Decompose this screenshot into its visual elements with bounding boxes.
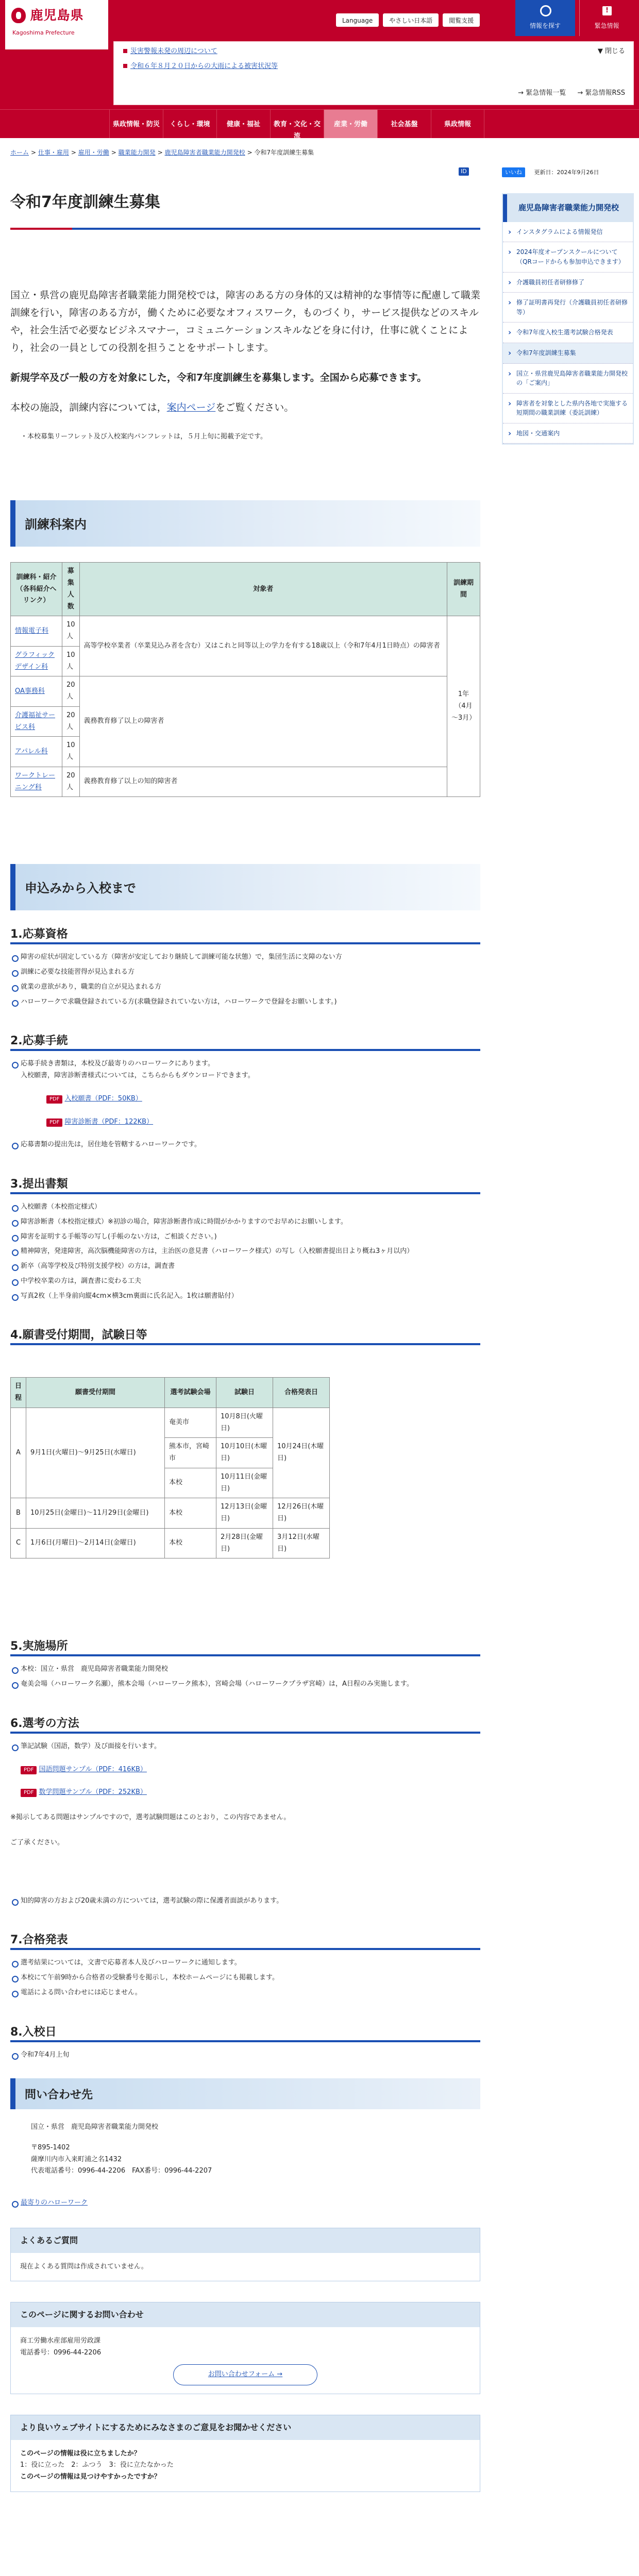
pdf-download[interactable] <box>46 1093 480 1105</box>
schedule-result: 10月24日(木曜日) <box>273 1408 330 1498</box>
contact-line: 〒895-1402 <box>31 2144 70 2152</box>
logo-subtitle: Kagoshima Prefecture <box>12 29 75 36</box>
search-label: 情報を探す <box>529 22 561 29</box>
sidebar-title[interactable]: 鹿児島障害者職業能力開発校 <box>503 194 633 222</box>
list-item-text: 応募手続き書類は，本校及び最寄りのハローワークにあります。 <box>21 1060 214 1068</box>
sidebar-item[interactable]: › 令和7年度入校生選考試験合格発表 <box>503 323 633 343</box>
list-item: ハローワークで求職登録されている方(求職登録されていない方は，ハローワークで登録をお願いします。) <box>10 996 480 1008</box>
list-item: 本校：国立・県営 鹿児島障害者職業能力開発校 <box>10 1664 480 1675</box>
alert-item[interactable] <box>122 46 625 58</box>
intro <box>10 286 480 417</box>
breadcrumb-link[interactable]: ホーム <box>10 149 29 156</box>
updated-date: 更新日：2024年9月26日 <box>534 169 599 176</box>
global-nav <box>0 109 639 138</box>
list-item: 精神障害，発達障害，高次脳機能障害の方は，主治医の意見書（ハローワーク様式）の写し（入校願書提出日より概ね3ヶ月以内） <box>10 1246 480 1258</box>
course-capacity: 20人 <box>62 706 80 737</box>
alert-link[interactable]: 災害警報未発の周辺について <box>130 47 217 55</box>
nav-item[interactable]: 県政情報・防災 <box>109 110 163 138</box>
sidebar <box>502 193 634 445</box>
subsection-heading: 6.選考の方法 <box>10 1693 480 1734</box>
language-link[interactable]: Language <box>336 13 379 27</box>
course-link[interactable]: グラフィックデザイン科 <box>15 651 55 671</box>
list-item: 令和7年4月上旬 <box>10 2049 480 2061</box>
sidebar-item[interactable]: › 障害者を対象とした県内各地で実施する短期間の職業訓練（委託訓練） <box>503 394 633 423</box>
course-link[interactable]: 情報電子科 <box>15 626 49 635</box>
enroll-list <box>10 2049 480 2061</box>
pdf-link[interactable]: 国語問題サンプル（PDF：416KB） <box>39 1765 147 1773</box>
contact-heading: 問い合わせ先 <box>10 2078 480 2109</box>
column-header: 募集人数 <box>62 563 80 616</box>
alert-footer-links <box>509 88 625 99</box>
survey-q2: このページの情報は見つけやすかったですか？ <box>20 2473 161 2481</box>
inquiry-form-label: お問い合わせフォーム <box>208 2370 275 2378</box>
nav-item[interactable]: 社会基盤 <box>377 110 431 138</box>
nav-item[interactable]: 健康・福祉 <box>216 110 270 138</box>
course-link-cell[interactable] <box>11 616 62 647</box>
breadcrumb-current: 令和7年度訓練生募集 <box>254 149 314 156</box>
subsection-heading: 5.実施場所 <box>10 1616 480 1656</box>
course-capacity: 20人 <box>62 676 80 707</box>
main-content <box>10 167 480 2492</box>
sample-note: ご了承ください。 <box>10 1838 64 1846</box>
list-item: 障害を証明する手帳等の写し(手帳のない方は，ご相談ください。) <box>10 1231 480 1243</box>
column-header: 願書受付期間 <box>26 1378 165 1408</box>
contact-address <box>10 2109 480 2176</box>
course-link[interactable]: 介護福祉サービス科 <box>15 711 56 731</box>
table-row <box>11 1528 330 1558</box>
nav-item[interactable]: 県政情報 <box>431 110 484 138</box>
sidebar-item[interactable]: › 地図・交通案内 <box>503 423 633 444</box>
course-target: 義務教育修了以上の知的障害者 <box>79 767 447 797</box>
intro-recruit: 新規学卒及び一般の方を対象にした，令和7年度訓練生を募集します。全国から応募できます。 <box>10 372 427 384</box>
selection-list-2 <box>10 1895 480 1907</box>
schedule-tag: A <box>11 1408 26 1498</box>
course-capacity: 10人 <box>62 646 80 676</box>
list-item-text: 入校願書，障害診断書様式については，こちらからもダウンロードできます。 <box>21 1072 255 1080</box>
page-id-badge: ID <box>459 167 469 176</box>
course-capacity: 20人 <box>62 767 80 797</box>
course-link-cell[interactable] <box>11 706 62 737</box>
meta-row <box>502 167 634 177</box>
procedure-list <box>10 1058 480 1082</box>
site-header <box>0 0 639 109</box>
schedule-result: 12月26日(木曜日) <box>273 1498 330 1529</box>
schedule-exam: 12月13日(金曜日) <box>216 1498 273 1529</box>
list-item: 電話による問い合わせには応じません。 <box>10 1987 480 1999</box>
list-item: 写真2枚（上半身前向縦4cm×横3cm裏面に氏名記入。1枚は願書貼付） <box>10 1291 480 1302</box>
hellowork-link[interactable] <box>10 2197 480 2209</box>
course-link-cell[interactable] <box>11 767 62 797</box>
hellowork-list <box>10 2197 480 2209</box>
hellowork-anchor[interactable]: 最寄りのハローワーク <box>21 2198 88 2207</box>
nav-item[interactable]: 教育・文化・交流 <box>270 110 324 138</box>
schedule-venue: 本校 <box>165 1498 216 1529</box>
inquiry-heading: このページに関するお問い合わせ <box>11 2302 480 2327</box>
emergency-label: 緊急情報 <box>594 22 619 29</box>
accessibility-link[interactable]: 閲覧支援 <box>443 13 480 27</box>
subsection-heading: 7.合格発表 <box>10 1910 480 1950</box>
warning-icon: ! <box>602 6 612 15</box>
schedule-exam: 2月28日(金曜日) <box>216 1528 273 1558</box>
schedule-tag: C <box>11 1528 26 1558</box>
list-item: 本校にて午前9時から合格者の受験番号を掲示し，本校ホームページにも掲載します。 <box>10 1972 480 1984</box>
emergency-list-link[interactable]: → 緊急情報一覧 <box>518 89 566 97</box>
table-header-row <box>11 1378 330 1408</box>
alert-item[interactable] <box>122 61 625 73</box>
schedule-period: 10月25日(金曜日)～11月29日(金曜日) <box>26 1498 165 1529</box>
table-row <box>11 1408 330 1438</box>
breadcrumb-link[interactable]: 鹿児島障害者職業能力開発校 <box>164 149 245 156</box>
inquiry-org: 商工労働水産部雇用労政課 <box>20 2337 101 2345</box>
column-header: 訓練科・紹介（各科紹介へリンク） <box>11 563 62 616</box>
schedule-venue: 奄美市 <box>165 1408 216 1438</box>
column-header: 訓練期間 <box>447 563 480 616</box>
schedule-result: 3月12日(水曜日) <box>273 1528 330 1558</box>
course-link[interactable]: ワークトレーニング科 <box>15 771 56 791</box>
contact-line: 国立・県営 鹿児島障害者職業能力開発校 <box>31 2123 159 2131</box>
table-row <box>11 616 480 647</box>
intro-guide-text: 本校の施設，訓練内容については， <box>10 402 167 414</box>
list-item: 新卒（高等学校及び特別支援学校）の方は，調査書 <box>10 1261 480 1273</box>
emergency-alert-box <box>113 41 634 105</box>
survey-q1-options[interactable]: 1：役に立った 2：ふつう 3：役に立たなかった <box>20 2461 174 2469</box>
schedule-exam: 10月8日(火曜日) <box>216 1408 273 1438</box>
arrow-right-icon: → <box>277 2370 283 2378</box>
course-target: 義務教育修了以上の障害者 <box>79 676 447 767</box>
column-header: 対象者 <box>79 563 447 616</box>
course-capacity: 10人 <box>62 737 80 767</box>
procedure-list-2 <box>10 1139 480 1151</box>
course-target: 高等学校卒業者（卒業見込み者を含む）又はこれと同等以上の学力を有する18歳以上（令和7年4月1日時点）の障害者 <box>79 616 447 676</box>
course-link-cell[interactable] <box>11 737 62 767</box>
pdf-link[interactable]: 数学問題サンプル（PDF：252KB） <box>39 1788 147 1797</box>
faq-body: 現在よくある質問は作成されていません。 <box>20 2262 148 2270</box>
contact-line: 薩摩川内市入来町浦之名1432 <box>31 2155 122 2163</box>
section-heading: 訓練科案内 <box>10 500 480 547</box>
subsection-heading: 1.応募資格 <box>10 925 480 944</box>
intro-guide-text: をご覧ください。 <box>215 402 294 414</box>
course-capacity: 10人 <box>62 616 80 647</box>
list-item: 障害診断書（本校指定様式）※初診の場合，障害診断書作成に時間がかかりますのでお早めにお願いします。 <box>10 1216 480 1228</box>
logo-title: 鹿児島県 <box>30 8 84 23</box>
list-item: 就業の意欲があり，職業的自立が見込まれる方 <box>10 981 480 993</box>
column-header: 合格発表日 <box>273 1378 330 1408</box>
breadcrumb: ホーム > 仕事・雇用 > 雇用・労働 > 職業能力開発 > 鹿児島障害者職業能力開発校 > 令和7年度訓練生募集 <box>10 149 314 156</box>
course-period: 1年 （4月～3月） <box>447 616 480 797</box>
venue-list <box>10 1664 480 1690</box>
list-item: 入校願書（本校指定様式） <box>10 1201 480 1213</box>
list-item: 障害の症状が固定している方（障害が安定しており継続して訓練可能な状態）で，集団生活に支障のない方 <box>10 952 480 963</box>
schedule-tag: B <box>11 1498 26 1529</box>
list-item: 中学校卒業の方は，調査書に変わる工夫 <box>10 1276 480 1287</box>
pdf-link[interactable]: 障害診断書（PDF：122KB） <box>64 1117 154 1126</box>
sidebar-item-active[interactable]: › 令和7年度訓練生募集 <box>503 343 633 364</box>
schedule-venue: 本校 <box>165 1528 216 1558</box>
close-label: 閉じる <box>604 47 625 55</box>
nav-item[interactable]: くらし・環境 <box>163 110 216 138</box>
sidebar-item[interactable]: › 修了証明書再発行（介護職員初任者研修等） <box>503 293 633 323</box>
site-logo[interactable] <box>5 0 108 49</box>
sidebar-list <box>503 222 633 444</box>
breadcrumb-link[interactable]: 雇用・労働 <box>78 149 109 156</box>
column-header: 選考試験会場 <box>165 1378 216 1408</box>
contact-line: 代表電話番号：0996-44-2206 FAX番号：0996-44-2207 <box>31 2166 212 2175</box>
schedule-exam: 10月10日(木曜日) <box>216 1438 273 1468</box>
sidebar-item[interactable]: › 国立・県営鹿児島障害者職業能力開発校の「ご案内」 <box>503 364 633 394</box>
course-table <box>10 562 480 797</box>
subsection-heading: 2.応募手続 <box>10 1011 480 1051</box>
intro-paragraph: 国立・県営の鹿児島障害者職業能力開発校では，障害のある方の身体的又は精神的な事情等に配慮して職業訓練を行い，障害のある方が，働くために必要なオフィスワーク，ものづくり，サービス提供などのスキルや，社会生活で必要なビジネスマナー，コミュニケーションスキルなどを身に付け，仕事に就くことにより，社会の一員としての役割を担うことをサポートします。 <box>10 289 481 354</box>
inquiry-form-button[interactable] <box>173 2364 317 2385</box>
breadcrumb-link[interactable]: 職業能力開発 <box>118 149 156 156</box>
announcement-list <box>10 1957 480 1998</box>
selection-list <box>10 1741 480 1753</box>
column-header: 試験日 <box>216 1378 273 1408</box>
subsection-heading: 4.願書受付期間，試験日等 <box>10 1305 480 1345</box>
sidebar-box <box>502 193 634 445</box>
schedule-period: 9月1日(火曜日)～9月25日(水曜日) <box>26 1408 165 1498</box>
list-item: 応募書類の提出先は，居住地を管轄するハローワークです。 <box>10 1139 480 1151</box>
pdf-download[interactable] <box>21 1787 480 1799</box>
list-item: 訓練に必要な技能習得が見込まれる方 <box>10 967 480 978</box>
list-item <box>10 1058 480 1082</box>
table-header-row <box>11 563 480 616</box>
sidebar-item[interactable]: › インスタグラムによる情報発信 <box>503 222 633 243</box>
facebook-like-button[interactable]: いいね <box>502 167 525 177</box>
pdf-icon: PDF <box>46 1095 62 1104</box>
survey-body <box>11 2440 480 2492</box>
column-header: 日程 <box>11 1378 26 1408</box>
nav-item-active[interactable]: 産業・労働 <box>324 110 377 138</box>
list-item: 奄美会場（ハローワーク名瀬），熊本会場（ハローワーク熊本），宮崎会場（ハローワークプラザ宮崎）は，A日程のみ実施します。 <box>10 1679 480 1690</box>
list-item: 選考結果については，文書で応募者本人及びハローワークに通知します。 <box>10 1957 480 1969</box>
pdf-icon: PDF <box>46 1118 62 1127</box>
leaflet-note: ・本校募集リーフレット及び入校案内パンフレットは，５月上旬に掲載予定です。 <box>21 432 267 440</box>
section-heading: 申込みから入校まで <box>10 864 480 910</box>
course-link[interactable]: アパレル科 <box>15 747 48 755</box>
emergency-rss-link[interactable]: → 緊急情報RSS <box>577 89 625 97</box>
schedule-period: 1月6日(月曜日)～2月14日(金曜日) <box>26 1528 165 1558</box>
easy-japanese-link[interactable]: やさしい日本語 <box>383 13 439 27</box>
eligibility-list <box>10 952 480 1008</box>
guide-page-link[interactable]: 案内ページ <box>166 402 216 414</box>
table-row <box>11 767 480 797</box>
table-row <box>11 1498 330 1529</box>
sidebar-item[interactable]: › 介護職員初任者研修修了 <box>503 273 633 293</box>
subsection-heading: 8.入校日 <box>10 2002 480 2042</box>
pdf-download[interactable] <box>46 1116 480 1128</box>
pdf-download[interactable] <box>21 1764 480 1776</box>
documents-list <box>10 1201 480 1302</box>
table-row <box>11 676 480 707</box>
schedule-table <box>10 1377 330 1558</box>
schedule-venue: 熊本市，宮崎市 <box>165 1438 216 1468</box>
schedule-venue: 本校 <box>165 1468 216 1498</box>
emergency-button[interactable] <box>579 0 634 36</box>
course-link-cell[interactable] <box>11 676 62 707</box>
sidebar-item[interactable]: › 2024年度オープンスクールについて（QRコードからも参加申込できます） <box>503 242 633 272</box>
survey-box <box>10 2415 480 2492</box>
alert-close-button[interactable]: ▼ 閉じる <box>597 47 625 55</box>
pdf-icon: PDF <box>21 1766 37 1774</box>
intro-guide <box>10 399 480 416</box>
sample-note: ※掲示してある問題はサンプルですので，選考試験問題はこのとおり，この内容であません。 <box>10 1814 291 1822</box>
course-link[interactable]: OA事務科 <box>15 687 45 695</box>
pdf-link[interactable]: 入校願書（PDF：50KB） <box>64 1094 142 1103</box>
alert-link[interactable]: 令和６年８月２０日からの大雨による被害状況等 <box>130 62 278 70</box>
faq-heading: よくあるご質問 <box>11 2228 480 2253</box>
course-link-cell[interactable] <box>11 646 62 676</box>
schedule-exam: 10月11日(金曜日) <box>216 1468 273 1498</box>
faq-box <box>10 2228 480 2282</box>
list-item: 筆記試験（国語，数学）及び面接を行います。 <box>10 1741 480 1753</box>
search-button[interactable] <box>515 0 575 36</box>
prefecture-mark-icon <box>11 8 26 23</box>
inquiry-box <box>10 2302 480 2394</box>
inquiry-body <box>11 2327 480 2393</box>
pdf-icon: PDF <box>21 1789 37 1797</box>
inquiry-tel: 電話番号：0996-44-2206 <box>20 2349 102 2357</box>
subsection-heading: 3.提出書類 <box>10 1154 480 1194</box>
breadcrumb-link[interactable]: 仕事・雇用 <box>38 149 69 156</box>
page-title: 令和7年度訓練生募集 <box>10 183 480 230</box>
list-item: 知的障害の方および20歳未満の方については，選考試験の際に保護者面談があります。 <box>10 1895 480 1907</box>
header-links <box>336 13 484 27</box>
survey-heading: より良いウェブサイトにするためにみなさまのご意見をお聞かせください <box>11 2415 480 2440</box>
survey-q1: このページの情報は役に立ちましたか？ <box>20 2449 141 2458</box>
